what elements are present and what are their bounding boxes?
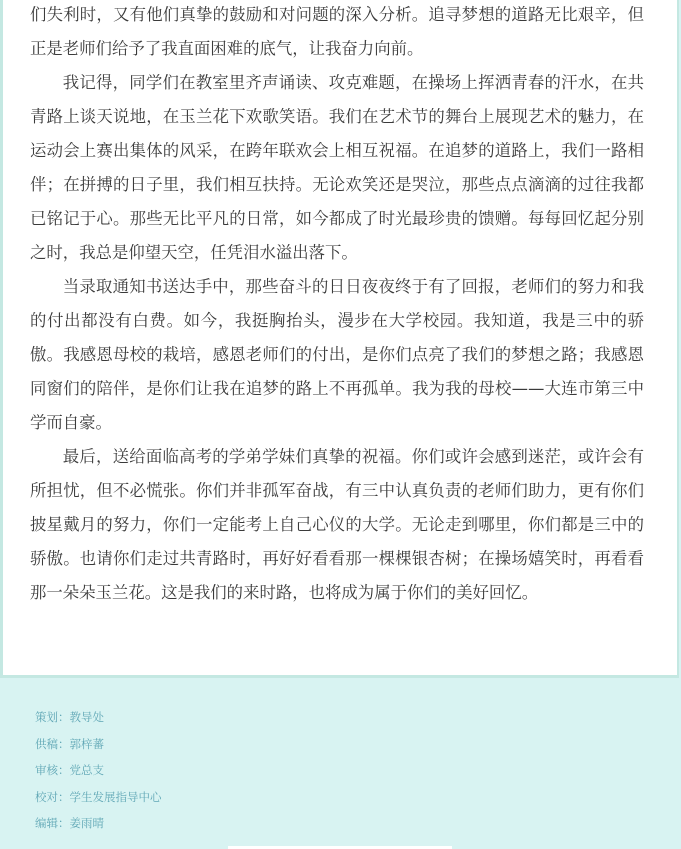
article-paragraph-2: 我记得，同学们在教室里齐声诵读、攻克难题，在操场上挥洒青春的汗水，在共青路上谈天说地，在玉兰花下欢歌笑语。我们在艺术节的舞台上展现艺术的魅力，在运动会上赛出集体的风采，在跨年联欢会上相互祝福。在追梦的道路上，我们一路相伴；在拼搏的日子里，我们相互扶持。无论欢笑还是哭泣，那些点点滴滴的过往我都已铭记于心。那些无比平凡的日常，如今都成了时光最珍贵的馈赠。每每回忆起分别之时，我总是仰望天空，任凭泪水溢出落下。 <box>30 73 644 262</box>
credits-section <box>35 707 162 840</box>
credit-value: 教导处 <box>69 710 104 724</box>
credit-label: 校对： <box>35 789 70 804</box>
credit-value: 学生发展指导中心 <box>69 789 162 804</box>
credit-reviewer <box>35 760 162 787</box>
credit-value: 郭梓蕃 <box>69 736 104 751</box>
credit-label: 审核： <box>35 763 70 778</box>
article-body <box>30 0 644 610</box>
credit-value: 姜雨晴 <box>69 816 104 831</box>
credit-proofreader <box>35 787 162 814</box>
credit-editor <box>35 813 162 840</box>
article-paragraph-3: 当录取通知书送达手中，那些奋斗的日日夜夜终于有了回报，老师们的努力和我的付出都没有白费。如今，我挺胸抬头，漫步在大学校园。我知道，我是三中的骄傲。我感恩母校的栽培，感恩老师们的付出，是你们点亮了我们的梦想之路；我感恩同窗们的陪伴，是你们让我在追梦的路上不再孤单。我为我的母校——大连市第三中学而自豪。 <box>30 277 644 432</box>
credit-value: 党总支 <box>69 763 104 778</box>
credit-label: 供稿： <box>35 736 70 751</box>
credit-label: 编辑： <box>35 816 70 831</box>
article-paragraph-4: 最后，送给面临高考的学弟学妹们真挚的祝福。你们或许会感到迷茫，或许会有所担忧，但不必慌张。你们并非孤军奋战，有三中认真负责的老师们助力，更有你们披星戴月的努力，你们一定能考上自己心仪的大学。无论走到哪里，你们都是三中的骄傲。也请你们走过共青路时，再好好看看那一棵棵银杏树；在操场嬉笑时，再看看那一朵朵玉兰花。这是我们的来时路，也将成为属于你们的美好回忆。 <box>30 447 644 602</box>
credit-planning <box>35 707 162 734</box>
credit-contributor <box>35 734 162 761</box>
credit-label: 策划： <box>35 710 70 724</box>
article-paragraph-1: 们失利时，又有他们真挚的鼓励和对问题的深入分析。追寻梦想的道路无比艰辛，但正是老师们给予了我直面困难的底气，让我奋力向前。 <box>30 5 644 58</box>
